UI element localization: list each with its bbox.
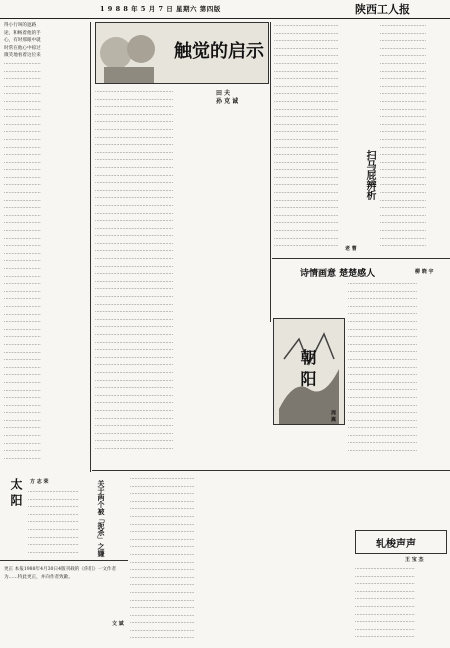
row-divider [0,560,128,561]
qiezi-author: 文 斌 [112,621,124,627]
painting-illustration [273,318,345,425]
painting-author: 周 嵩 [330,410,336,422]
page-header [0,0,450,19]
hanmabei-body-left: …………………………………… …………………………………… …………………………………… …………………………………… …………………………………… …………………………………… …………………………………… …………………………………… …………………………………… …………………………………… …………………………………… …………………………………… …………………………………… …………………………………… …………………………………… …………………………………… …………………………………… …………………………………… …………………………………… …………………………………… …………………………………… …………………………………… …………………………………… …………………………………… …………………………………… …………………………………… …………………………………… …………………………………… …………………………………… …………………………………… [274,23,339,249]
qiezi-body: …………………………………… …………………………………… …………………………………… …………………………………… …………………………………… …………………………………… …………………………………… …………………………………… …………………………………… …………………………………… …………………………………… …………………………………… …………………………………… …………………………………… …………………………………… …………………………………… …………………………………… …………………………………… …………………………………… …………………………………… …………………………………… …………………………………… [130,476,195,641]
bottom-right-title: 轧梭声声 [376,539,416,550]
main-article-illustration [95,22,269,84]
row-divider [92,470,450,471]
hanmabei-body-right: ………………………… ………………………… ………………………… ………………………… ………………………… ………………………… ………………………… ………………………… ………………………… ………………………… ………………………… ………………………… ………………………… ………………………… ………………………… ………………………… ………………………… ………………………… ………………………… ………………………… ………………………… ………………………… ………………………… ………………………… ………………………… ………………………… ………………………… ………………………… ………………………… ………………………… [380,23,426,249]
shiqinghuayi-author: 柳 晓 宇 [415,269,434,275]
painting-title: 朝 阳 [298,349,317,387]
poem-taiyang-author: 方 志 荣 [30,479,49,485]
issue-date: 1 9 8 8 年 5 月 7 日 星期六 第四版 [100,5,221,13]
correction-note-text: 更正 本报1988年4月30日4版刊载的《你们》一文作者为……特此更正，并向作者致歉。 [4,567,117,580]
main-article-title: 触觉的启示 [174,41,264,62]
column-divider [270,22,271,322]
correction-note [4,566,126,644]
qiezi-title: 关于两个被「扼杀」之嫌 [97,480,105,557]
bottom-right-body: ………………………………… ………………………………… ………………………………… ………………………………… ………………………………… ………………………………… ………………………………… ………………………………… ………………………………… ………………………………… [355,566,415,640]
bottom-right-author: 王 宝 杰 [405,557,424,563]
shiqinghuayi-body: ……………………………………… ……………………………………… ……………………………………… ……………………………………… ……………………………………… ……………………………………… ……………………………………… ……………………………………… ……………………………………… ……………………………………… ……………………………………… ……………………………………… ……………………………………… ……………………………………… ……………………………………… ……………………………………… ……………………………………… ……………………………………… ……………………………………… ……………………………………… ……………………………………… ……………………………………… ……………………………………… [348,281,417,454]
main-article-author2: 孙 克 诚 [216,98,239,105]
left-column-text: 得小行叫的遮路 途，和畅着他的手 心，有时那眼中就 时常在他心中掠过 微笑地看着这位来 …………………… …………………… …………………… …………………… …………………… …………………… …………………… …………………… …………………… …………………… …………………… …………………… …………………… …………………… …………………… …………………… …………………… …………………… …………………… …………………… …………………… …………………… …………………… …………………… …………………… …………………… …………………… …………………… …………………… …………………… …………………… …………………… …………………… …………………… …………………… …………………… …………………… …………………… …………………… …………………… …………………… …………………… …………………… …………………… …………………… …………………… …………………… …………………… …………………… …………………… …………………… …………………… …………………… [4,23,41,461]
hanmabei-title: 扫马屁辨析 [364,150,375,200]
column-divider [90,22,91,472]
shiqinghuayi-title: 诗情画意 楚楚感人 [300,269,376,279]
bottom-right-title-box [355,530,447,554]
main-article-body: …………………………………………… …………………………………………… …………………………………………… …………………………………………… …………………………………………… …………………………………………… …………………………………………… …………………………………………… …………………………………………… …………………………………………… …………………………………………… …………………………………………… …………………………………………… …………………………………………… …………………………………………… …………………………………………… …………………………………………… …………………………………………… …………………………………………… …………………………………………… …………………………………………… …………………………………………… …………………………………………… …………………………………………… …………………………………………… …………………………………………… …………………………………………… …………………………………………… …………………………………………… …………………………………………… …………………………………………… …………………………………………… …………………………………………… …………………………………………… …………………………………………… …………………………………………… …………………………………………… …………………………………………… …………………………………………… …………………………………………… …………………………………………… …………………………………………… …………………………………………… …………………………………………… …………………………………………… …………………………………………… …………………………………………… …………………………………………… [95,89,174,451]
hanmabei-author: 老 曹 [345,246,357,252]
row-divider [272,258,450,259]
main-article-author: 田 夫 [216,90,231,97]
poem-taiyang-title: 太 阳 [9,478,23,507]
poem-taiyang-body: …………………………… …………………………… …………………………… …………………………… …………………………… …………………………… …………………………… …………………………… …………………………… [28,489,79,555]
newspaper-masthead: 陕西工人报 [355,3,410,16]
